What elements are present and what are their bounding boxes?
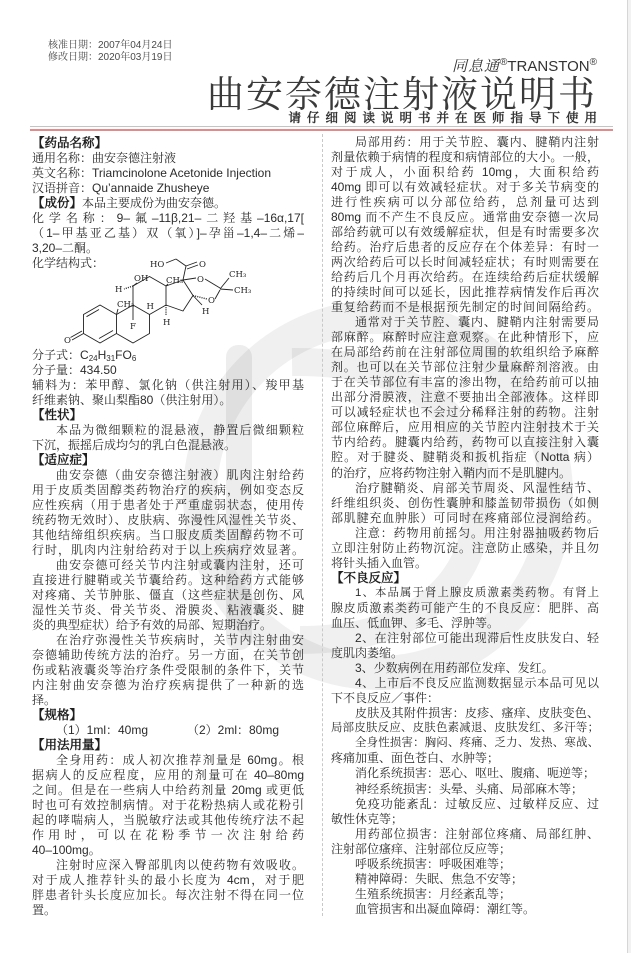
text-line: 节内给药。腱囊内给药，药物可以直接注射入囊 xyxy=(331,435,599,450)
text-line: 应性疾病（用于患者处于严重虚弱状态，使用传 xyxy=(32,497,304,512)
text-line: 两次给药后可以长时间减轻症状；有时则需要在 xyxy=(331,254,599,269)
section-heading-dosage: 【用法用量】 xyxy=(32,737,108,752)
text-line: 度肌肉萎缩。 xyxy=(331,646,404,661)
paragraph-indications-3 xyxy=(32,633,304,708)
post-marketing-list xyxy=(331,706,599,917)
text-line: 置。 xyxy=(32,902,57,917)
atom-label-h: H xyxy=(146,302,154,312)
formula-element: H xyxy=(97,347,107,362)
paragraph-indications-2 xyxy=(32,558,304,633)
text-line: 下沉，振摇后成均匀的乳白色混悬液。 xyxy=(32,437,237,452)
adverse-item-2 xyxy=(331,631,599,661)
text-line: 部麻醉。麻醉时应注意观察。在此种情形下，应 xyxy=(331,330,599,345)
text-line: 炎的典型症状）给予有效的局部、短期治疗。 xyxy=(32,617,273,632)
header-rule-gray xyxy=(30,126,613,127)
text-line: 部给药就可以有效缓解症状，但是有时需要多次 xyxy=(331,224,599,239)
text-line: 进行性疾病可以分部位给药，总剂量可达到 xyxy=(331,194,599,209)
text-line: 40mg 即可以有效减轻症状。对于多关节病变的 xyxy=(331,179,599,194)
text-line: 给药。治疗后患者的反应存在个体差异：有时一 xyxy=(331,239,599,254)
text-line: 部肌腱充血肿胀）可同时在疼痛部位浸润给药。 xyxy=(331,510,599,525)
text-line: 腔。对于腱炎、腱鞘炎和扳机指症（Notta 病） xyxy=(331,450,599,465)
specification-item: （2）2ml：80mg xyxy=(187,722,280,737)
atom-label-f: F xyxy=(130,322,136,332)
adverse-category-digestive: 消化系统损害：恶心、呕吐、腹痛、呃逆等； xyxy=(355,766,596,781)
text-line: 80mg 而不产生不良反应。通常曲安奈德一次局 xyxy=(331,209,599,224)
text-line: 剂。也可以在关节部位注射少量麻醉剂溶液。由 xyxy=(331,360,599,375)
excipients-line: 纤维素钠、聚山梨酯80（供注射用）。 xyxy=(32,392,232,407)
molecular-formula xyxy=(32,348,304,363)
text-line: 局部皮肤反应、皮肤色素减退、皮肤发红、多汗等； xyxy=(331,722,599,735)
text-line: 部位麻醉后，应用相应的关节腔内注射技术于关 xyxy=(331,420,599,435)
adverse-category-injection-site: 用药部位损害：注射部位疼痛、局部红肿、 xyxy=(355,826,599,841)
header-rule-red xyxy=(30,129,613,131)
generic-name: 通用名称：曲安奈德注射液 xyxy=(32,150,177,165)
composition-line xyxy=(32,196,304,211)
text-line: 40–100mg。 xyxy=(32,842,101,857)
brand-name-cn: 同息通 xyxy=(452,57,501,75)
adverse-category-reproductive: 生殖系统损害：月经紊乱等； xyxy=(355,886,512,901)
formula-count: 6 xyxy=(131,353,137,363)
text-line: 据病人的反应程度，应用的剂量可在 40–80mg xyxy=(32,767,304,782)
adverse-item-1 xyxy=(331,586,599,631)
text-line: 胖患者针头长度应加长。每次注射不得在同一位 xyxy=(32,887,304,902)
adverse-category-respiratory: 呼吸系统损害：呼吸困难等； xyxy=(355,856,512,871)
adverse-category-skin: 皮肤及其附件损害：皮疹、瘙痒、皮肤变色、 xyxy=(355,706,599,721)
structure-spacer xyxy=(32,271,304,348)
text-line: 湿性关节炎、骨关节炎、滑膜炎、粘液囊炎、腱 xyxy=(32,602,304,617)
formula-count: 31 xyxy=(106,353,116,363)
text-line: 将针头插入血管。 xyxy=(331,555,428,570)
text-line: 伤或粘液囊炎等治疗条件受限制的条件下，关节 xyxy=(32,662,304,677)
atom-label-ch3: CH₃ xyxy=(117,300,135,310)
atom-label-ring-o-lower: O xyxy=(208,296,215,306)
text-line: 作用时，可以在花粉季节一次注射给药 xyxy=(32,827,304,842)
adverse-category-vascular: 血管损害和出凝血障碍：潮红等。 xyxy=(355,901,536,916)
paragraph-dosage-infiltration xyxy=(331,481,599,526)
paragraph-dosage-injection-site xyxy=(32,858,304,918)
left-column xyxy=(32,136,304,918)
text-line: 其他结缔组织疾病。当口服皮质类固醇药物不可 xyxy=(32,527,304,542)
brand-name-en: TRANSTON xyxy=(507,58,590,75)
atom-label-h: H xyxy=(202,307,210,317)
specifications-line xyxy=(32,723,304,738)
approval-date: 核准日期：2007年04月24日 xyxy=(48,40,173,51)
section-heading-composition: 【成份】 xyxy=(32,195,83,210)
text-line: 出部分滑膜液，注意不要抽出全部液体。这样即 xyxy=(331,390,599,405)
atom-label-carbonyl-o: O xyxy=(199,260,206,270)
excipients-line: 辅料为：苯甲醇、氯化钠（供注射用）、羧甲基 xyxy=(32,377,304,392)
specification-item: （1）1ml：40mg xyxy=(56,722,149,737)
text-line: 在局部给药前在注射部位周围的软组织给予麻醉 xyxy=(331,345,599,360)
revision-date: 修改日期：2020年03月19日 xyxy=(48,52,173,63)
text-line: 于在关节部位有丰富的渗出物，在给药前可以抽 xyxy=(331,375,599,390)
document-subtitle: 请仔细阅读说明书并在医师指导下使用 xyxy=(288,111,603,125)
section-heading-indications: 【适应症】 xyxy=(32,452,95,467)
atom-label-h: H xyxy=(115,285,123,295)
adverse-category-systemic: 全身性损害：胸闷、疼痛、乏力、发热、寒战、 xyxy=(355,737,599,750)
atom-label-ch3: CH₃ xyxy=(166,276,184,286)
text-line: 择。 xyxy=(32,692,57,707)
text-line: 的持续时间可以延长，因此推荐病情发作后再次 xyxy=(331,284,599,299)
text-line: 可以减轻症状也不会过分稀释注射的药物。注射 xyxy=(331,405,599,420)
text-line: 注射时应深入臀部肌肉以使药物有效吸收。 xyxy=(56,857,304,872)
text-line: 1、本品属于肾上腺皮质激素类药物。有肾上 xyxy=(355,586,599,599)
text-line: 的治疗，应将药物注射入鞘内而不是肌腱内。 xyxy=(331,465,572,480)
text-line: 注射部位瘙痒、注射部位反应等； xyxy=(331,841,512,856)
paragraph-dosage-anesthesia xyxy=(331,315,599,481)
main-ingredient: 本品主要成份为曲安奈德。 xyxy=(82,195,227,210)
paragraph-indications-1 xyxy=(32,468,304,558)
chemical-name-line: （1–甲基亚乙基）双（氧）]–孕甾–1,4–二烯– xyxy=(32,225,304,240)
text-line: 直接进行腱鞘或关节囊给药。这种给药方式能够 xyxy=(32,572,304,587)
text-line: 起的哮喘病人，当脱敏疗法或其他传统疗法不起 xyxy=(32,812,304,827)
text-line: 疼痛加重、面色苍白、水肿等； xyxy=(331,751,500,766)
text-line: 4、上市后不良反应监测数据显示本品可见以 xyxy=(355,676,599,691)
adverse-item-3 xyxy=(331,661,599,676)
text-line: 敏性休克等； xyxy=(331,811,404,826)
paragraph-dosage-systemic xyxy=(32,753,304,858)
text-line: 时也可有效控制病情。对于花粉热病人或花粉引 xyxy=(32,797,304,812)
text-line: 注意：药物用前摇匀。用注射器抽吸药物后 xyxy=(355,525,599,540)
text-line: 对疼痛、关节肿胀、僵直（这些症状是创伤、风 xyxy=(32,587,304,602)
text-line: 曲安奈德可经关节内注射或囊内注射，还可 xyxy=(56,557,304,572)
molecular-weight: 分子量：434.50 xyxy=(32,362,117,377)
text-line: 腺皮质激素类药可能产生的不良反应：肥胖、高 xyxy=(331,600,599,615)
text-line: 重复给药而不是根据预先制定的时间间隔给药。 xyxy=(331,300,599,315)
text-line: 本品为微细颗粒的混悬液，静置后微细颗粒 xyxy=(56,422,304,437)
section-heading-specifications: 【规格】 xyxy=(32,707,83,722)
text-line: 下不良反应／事件： xyxy=(331,691,440,706)
atom-label-ketone-o: O xyxy=(64,336,71,346)
pinyin-name: 汉语拼音：Qu’annaide Zhusheye xyxy=(32,180,210,195)
text-line: 治疗腱鞘炎、肩部关节周炎、风湿性结节、 xyxy=(355,480,599,495)
adverse-item-4 xyxy=(331,676,599,706)
text-line: 纤维组织炎、创伤性囊肿和膝盖韧带损伤（如侧 xyxy=(331,495,599,510)
text-line: 统药物无效时）、皮肤病、弥漫性风湿性关节炎、 xyxy=(32,512,304,527)
english-name: 英文名称：Triamcinolone Acetonide Injection xyxy=(32,165,271,180)
atom-label-h: H xyxy=(163,318,171,328)
adverse-category-psychiatric: 精神障碍：失眠、焦急不安等； xyxy=(355,871,524,886)
column-divider xyxy=(322,134,323,916)
formula-count: 24 xyxy=(88,353,98,363)
text-line: 剂量依赖于病情的程度和病情部位的大小。一般， xyxy=(331,149,599,164)
registered-mark: ® xyxy=(589,57,597,68)
date-block xyxy=(48,40,173,64)
chemical-name-line: 化学名称：9–氟–11β,21–二羟基–16α,17[ xyxy=(32,210,304,225)
text-line: 行时，肌肉内注射给药对于以上疾病疗效显著。 xyxy=(32,542,304,557)
atom-label-ring-o-upper: O xyxy=(197,275,204,285)
text-line: 曲安奈德（曲安奈德注射液）肌肉注射给药 xyxy=(56,467,304,482)
text-line: 2、在注射部位可能出现滞后性皮肤发白、轻 xyxy=(355,631,599,646)
atom-label-ch3: CH₃ xyxy=(229,270,247,280)
section-heading-description: 【性状】 xyxy=(32,407,83,422)
text-line: 在治疗弥漫性关节疾病时，关节内注射曲安 xyxy=(56,632,304,647)
adverse-category-immune: 免疫功能紊乱：过敏反应、过敏样反应、过 xyxy=(355,796,599,811)
text-line: 对于成人推荐针头的最小长度为 4cm，对于肥 xyxy=(32,872,304,887)
registered-mark: ® xyxy=(500,57,508,68)
chemical-name-line: 3,20–二酮。 xyxy=(32,240,99,255)
section-heading-adverse-reactions: 【不良反应】 xyxy=(331,570,407,585)
structure-label: 化学结构式： xyxy=(32,255,105,270)
formula-label: 分子式： xyxy=(32,347,81,362)
atom-label-ho: HO xyxy=(150,260,165,270)
atom-label-ch3: CH₃ xyxy=(234,286,252,296)
text-line: 通常对于关节腔、囊内、腱鞘内注射需要局 xyxy=(355,315,599,330)
text-line: 血压、低血钾、多毛、浮肿等。 xyxy=(331,616,500,630)
text-line: 给药后几个月再次给药。在连续给药后症状缓解 xyxy=(331,269,599,284)
atom-label-oh: OH xyxy=(134,274,149,284)
formula-element: FO xyxy=(115,347,132,362)
formula-element: C xyxy=(80,347,89,362)
right-column xyxy=(331,135,599,917)
paragraph-dosage-local xyxy=(331,135,599,316)
text-line: 用于皮质类固醇类药物治疗的疾病，例如变态反 xyxy=(32,482,304,497)
text-line: 内注射曲安奈德为治疗疾病提供了一种新的选 xyxy=(32,677,304,692)
text-line: 3、少数病例在用药部位发痒、发红。 xyxy=(355,661,554,676)
document-title: 曲安奈德注射液说明书 xyxy=(207,74,597,115)
text-line: 奈德辅助传统方法的治疗。另一方面，在关节创 xyxy=(32,647,304,662)
text-line: 局部用药：用于关节腔、囊内、腱鞘内注射 xyxy=(355,134,599,149)
adverse-category-nervous: 神经系统损害：头晕、头痛、局部麻木等； xyxy=(355,781,584,796)
text-line: 全身用药：成人初次推荐剂量是 60mg。根 xyxy=(56,752,304,767)
text-line: 之间。但是在一些病人中给药剂量 20mg 或更低 xyxy=(32,782,304,797)
section-heading-drug-name: 【药品名称】 xyxy=(32,135,108,150)
paragraph-dosage-caution xyxy=(331,526,599,571)
text-line: 立即注射防止药物沉淀。注意防止感染，并且勿 xyxy=(331,540,599,555)
text-line: 对于成人，小面积给药 10mg，大面积给药 xyxy=(331,164,599,179)
